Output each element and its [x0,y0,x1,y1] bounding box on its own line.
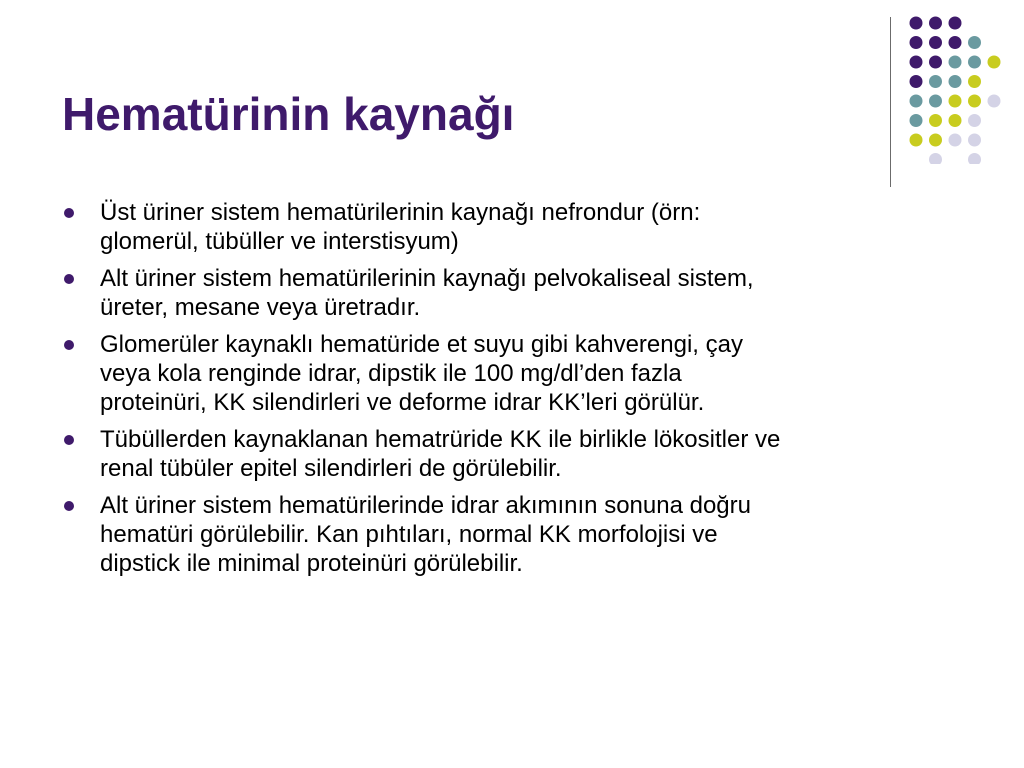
bullet-item [62,491,962,578]
decorative-dot [968,114,981,127]
decorative-dot [929,95,942,108]
decorative-dot [988,95,1001,108]
decorative-dot [949,17,962,30]
decorative-dot [949,56,962,69]
bullet-line: Tübüllerden kaynaklanan hematrüride KK ile birlikle lökositler ve [100,426,781,453]
decorative-dot [929,17,942,30]
decorative-dot [949,95,962,108]
bullet-line: renal tübüler epitel silendirleri de görülebilir. [100,455,562,482]
decorative-dot [929,56,942,69]
decorative-dot [910,56,923,69]
bullet-item [62,264,962,322]
decorative-dot [968,95,981,108]
bullet-item [62,330,962,417]
decorative-dot [910,114,923,127]
decorative-dot [968,56,981,69]
bullet-line: proteinüri, KK silendirleri ve deforme idrar KK’leri görülür. [100,389,705,416]
bullet-line: Alt üriner sistem hematürilerinin kaynağı pelvokaliseal sistem, [100,265,754,292]
decorative-dot [988,56,1001,69]
decorative-dot [968,134,981,147]
bullet-dot-icon [64,208,74,218]
decorative-dot [949,114,962,127]
bullet-dot-icon [64,501,74,511]
decorative-dot-grid [903,14,1015,164]
bullet-line: üreter, mesane veya üretradır. [100,294,421,321]
decorative-dot [968,153,981,164]
decorative-dot [910,134,923,147]
decorative-dot [929,153,942,164]
decorative-dot [949,75,962,88]
bullet-line: veya kola renginde idrar, dipstik ile 100 mg/dl’den fazla [100,360,682,387]
decorative-dot [968,75,981,88]
decorative-dot [910,95,923,108]
slide-title: Hematürinin kaynağı [62,88,515,140]
decorative-dot [929,36,942,49]
bullet-line: Glomerüler kaynaklı hematüride et suyu gibi kahverengi, çay [100,331,743,358]
bullet-line: dipstick ile minimal proteinüri görülebilir. [100,550,523,577]
bullet-line: Üst üriner sistem hematürilerinin kaynağı nefrondur (örn: [100,199,701,226]
decorative-dot [910,75,923,88]
decorative-dot [949,36,962,49]
bullet-dot-icon [64,274,74,284]
bullet-line: Alt üriner sistem hematürilerinde idrar akımının sonuna doğru [100,492,751,519]
title-divider-line [890,17,891,187]
bullet-line: glomerül, tübüller ve interstisyum) [100,228,459,255]
decorative-dot [968,36,981,49]
decorative-dot [929,134,942,147]
decorative-dot [949,134,962,147]
bullet-dot-icon [64,435,74,445]
decorative-dot [929,114,942,127]
bullet-list [62,198,962,586]
decorative-dot [910,17,923,30]
bullet-dot-icon [64,340,74,350]
decorative-dot [910,36,923,49]
bullet-line: hematüri görülebilir. Kan pıhtıları, normal KK morfolojisi ve [100,521,718,548]
dot-grid-graphic [903,14,1015,164]
bullet-item [62,198,962,256]
bullet-item [62,425,962,483]
decorative-dot [929,75,942,88]
